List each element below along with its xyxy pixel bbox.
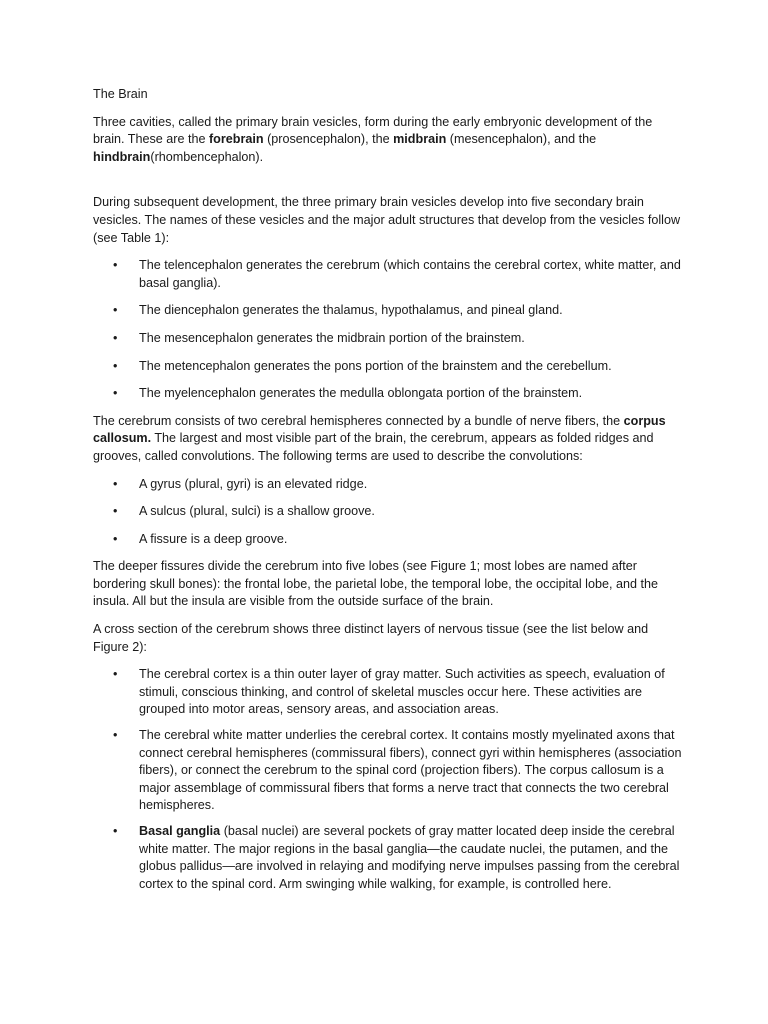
lobes-paragraph: The deeper fissures divide the cerebrum into five lobes (see Figure 1; most lobes are named after bordering skull bones): the frontal lobe, the parietal lobe, the temporal lobe, the occipital lobe, and the insula. All but the insula are visible from the outside surface of the brain. <box>93 559 658 609</box>
layers-list <box>93 666 683 893</box>
list-item <box>93 823 683 893</box>
development-paragraph: During subsequent development, the three primary brain vesicles develop into five secondary brain vesicles. The names of these vesicles and the major adult structures that develop from the vesicles follow (see Table 1): <box>93 195 681 245</box>
list-item: • A sulcus (plural, sulci) is a shallow groove. <box>93 503 683 521</box>
cerebrum-text-b: The largest and most visible part of the brain, the cerebrum, appears as folded ridges and grooves, called convolutions. The following terms are used to describe the convolutions: <box>93 431 654 463</box>
intro-text-b: (prosencephalon), the <box>263 132 394 147</box>
intro-text-c: (mesencephalon), and the <box>446 132 597 147</box>
list-item: • The cerebral cortex is a thin outer layer of gray matter. Such activities as speech, evaluation of stimuli, conscious thinking, and control of skeletal muscles occur here. These activities are grouped into motor areas, sensory areas, and association areas. <box>93 666 683 719</box>
vesicle-list <box>93 257 683 403</box>
convolution-list <box>93 476 683 549</box>
layers-paragraph: A cross section of the cerebrum shows three distinct layers of nervous tissue (see the list below and Figure 2): <box>93 622 649 654</box>
document-page <box>93 86 683 901</box>
list-item: • The diencephalon generates the thalamus, hypothalamus, and pineal gland. <box>93 302 683 320</box>
intro-text-a: Three cavities, called the primary brain vesicles, form during the early embryonic development of the brain. These are the <box>93 114 653 147</box>
term-midbrain: midbrain <box>393 132 447 147</box>
list-item: • A fissure is a deep groove. <box>93 531 683 549</box>
intro-paragraph <box>93 114 683 167</box>
term-hindbrain: hindbrain <box>93 149 151 164</box>
basal-ganglia-text: (basal nuclei) are several pockets of gray matter located deep inside the cerebral white matter. The major regions in the basal ganglia—the caudate nuclei, the putamen, and the globus pallidus—are involved in relaying and modifying nerve impulses passing from the cerebral cortex to the spinal cord. Arm swinging while walking, for example, is controlled here. <box>139 824 680 891</box>
term-corpus-callosum: corpus callosum. <box>93 413 666 446</box>
list-item: • The telencephalon generates the cerebrum (which contains the cerebral cortex, white matter, and basal ganglia). <box>93 257 683 292</box>
list-item: • The mesencephalon generates the midbrain portion of the brainstem. <box>93 330 683 348</box>
cerebrum-text-a: The cerebrum consists of two cerebral hemispheres connected by a bundle of nerve fibers, the <box>93 413 624 428</box>
list-item: • A gyrus (plural, gyri) is an elevated ridge. <box>93 476 683 494</box>
list-item: • The metencephalon generates the pons portion of the brainstem and the cerebellum. <box>93 358 683 376</box>
term-basal-ganglia: Basal ganglia <box>139 824 221 838</box>
document-title: The Brain <box>93 87 148 101</box>
intro-text-d: (rhombencephalon). <box>150 149 264 164</box>
term-forebrain: forebrain <box>208 132 264 147</box>
cerebrum-paragraph <box>93 413 683 466</box>
list-item: • The cerebral white matter underlies the cerebral cortex. It contains mostly myelinated axons that connect cerebral hemispheres (commissural fibers), connect gyri within hemispheres (association fibers), or connect the cerebrum to the spinal cord (projection fibers). The corpus callosum is a major assemblage of commissural fibers that forms a nerve tract that connects the two cerebral hemispheres. <box>93 727 683 815</box>
list-item: • The myelencephalon generates the medulla oblongata portion of the brainstem. <box>93 385 683 403</box>
